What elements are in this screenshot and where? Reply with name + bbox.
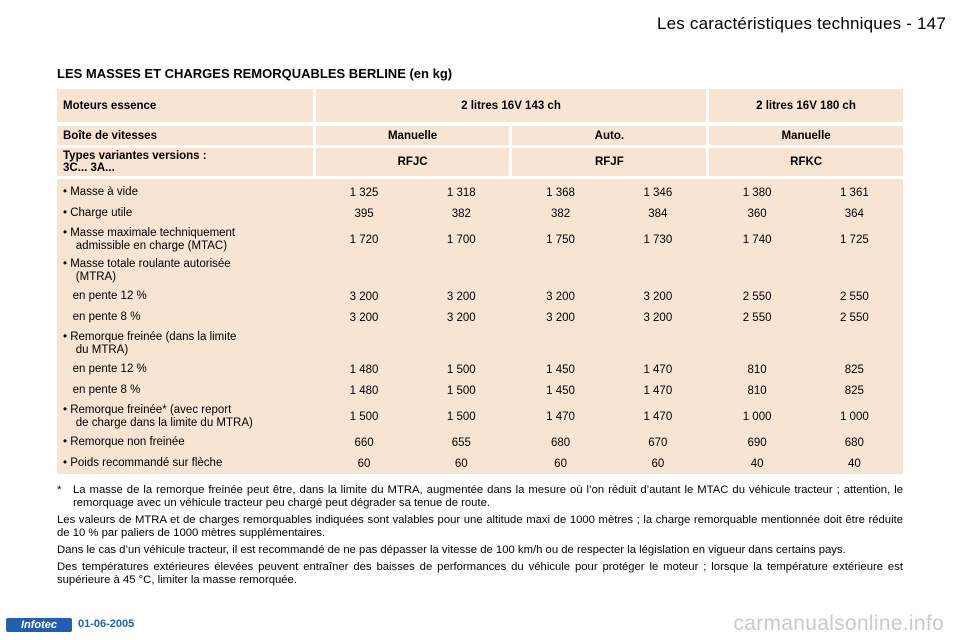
row-value: 1 470	[546, 410, 575, 423]
row-value	[512, 328, 609, 359]
table-row	[57, 453, 903, 474]
table-row	[57, 328, 903, 359]
page-header-title: Les caractéristiques techniques - 147	[656, 14, 946, 33]
row-value: 1 480	[349, 384, 379, 397]
gearbox-row	[57, 126, 903, 145]
footnote-p1: Les valeurs de MTRA et de charges remorquables indiquées sont valables pour une altitude maxi de 1000 mètres ; la charge remorquable mentionnée doit être réduite de 10 % par paliers de 1000 mètres supplémentaires.	[57, 514, 903, 539]
row-value: 1 500	[349, 410, 379, 423]
row-value: 670	[648, 436, 668, 449]
row-label: • Masse à vide	[63, 186, 138, 199]
row-value: 60	[357, 457, 371, 470]
row-value: 2 550	[742, 290, 772, 303]
row-value: 810	[747, 363, 767, 376]
row-label: en pente 12 %	[63, 363, 147, 376]
row-value: 395	[354, 207, 374, 220]
types-label-line-2: 3C... 3A...	[63, 162, 115, 174]
row-label: • Remorque freinée* (avec report de charge dans la limite du MTRA)	[63, 404, 253, 429]
row-value: 384	[648, 207, 668, 220]
row-value: 3 200	[643, 290, 673, 303]
row-value: 1 725	[839, 233, 869, 246]
row-value: 1 500	[446, 363, 476, 376]
type-3: RFKC	[709, 148, 903, 176]
row-value	[315, 255, 412, 286]
engine-label: Moteurs essence	[57, 89, 313, 122]
row-value: 1 500	[446, 384, 476, 397]
row-value	[413, 255, 510, 286]
row-value: 3 200	[349, 290, 379, 303]
table-row	[57, 359, 903, 380]
row-value: 825	[844, 384, 864, 397]
row-value: 360	[747, 207, 767, 220]
row-value: 382	[451, 207, 471, 220]
table-row	[57, 432, 903, 453]
row-value	[413, 328, 510, 359]
row-value	[315, 328, 412, 359]
type-1: RFJC	[316, 148, 510, 176]
types-label	[57, 148, 313, 176]
row-value: 60	[454, 457, 468, 470]
table-row	[57, 380, 903, 401]
row-value	[708, 328, 805, 359]
row-value	[806, 328, 903, 359]
row-value: 1 730	[643, 233, 673, 246]
engine-2: 2 litres 16V 180 ch	[709, 89, 903, 122]
row-label: en pente 12 %	[63, 290, 147, 303]
footnote-star-text: La masse de la remorque freinée peut être, dans la limite du MTRA, augmentée dans la mesure où l’on réduit d’autant le MTAC du véhicule tracteur ; attention, le remorquage avec un véhicule tracteur peu chargé peut dégrader sa tenue de route.	[73, 484, 903, 509]
footnote-star	[57, 484, 903, 510]
row-value: 382	[550, 207, 571, 220]
row-value: 1 000	[839, 410, 869, 423]
gearbox-1: Manuelle	[316, 126, 510, 145]
row-value	[806, 255, 903, 286]
row-value: 655	[451, 436, 471, 449]
watermark: carmanualsonline.info	[733, 612, 944, 635]
row-value	[609, 255, 706, 286]
row-value: 60	[554, 457, 567, 470]
table-row	[57, 255, 903, 286]
type-2: RFJF	[512, 148, 706, 176]
row-value: 1 346	[643, 186, 673, 199]
row-label: • Charge utile	[63, 207, 133, 220]
gearbox-label: Boîte de vitesses	[57, 126, 313, 145]
row-value: 364	[844, 207, 864, 220]
section-title: LES MASSES ET CHARGES REMORQUABLES BERLINE (en kg)	[57, 66, 453, 81]
row-value: 1 470	[643, 363, 673, 376]
row-value: 1 500	[446, 410, 476, 423]
row-value	[609, 328, 706, 359]
engine-1: 2 litres 16V 143 ch	[316, 89, 706, 122]
row-label: • Remorque non freinée	[63, 436, 185, 449]
row-value: 680	[844, 436, 864, 449]
table-row	[57, 182, 903, 203]
gearbox-3: Manuelle	[709, 126, 903, 145]
row-value: 3 200	[546, 290, 575, 303]
row-value: 1 380	[742, 186, 772, 199]
row-value	[708, 255, 805, 286]
row-value: 810	[747, 384, 767, 397]
row-value: 1 480	[349, 363, 379, 376]
row-value: 1 470	[643, 410, 673, 423]
row-value: 2 550	[839, 290, 869, 303]
footnote-p2: Dans le cas d’un véhicule tracteur, il est recommandé de ne pas dépasser la vitesse de 100 km/h ou de respecter la législation en vigueur dans certains pays.	[57, 544, 846, 556]
row-value: 680	[550, 436, 571, 449]
row-label: • Masse totale roulante autorisée (MTRA)	[63, 258, 231, 283]
row-value: 40	[750, 457, 764, 470]
footer-date: 01-06-2005	[78, 618, 135, 630]
row-value: 1 450	[546, 384, 575, 397]
types-label-line-1: Types variantes versions :	[63, 150, 207, 162]
row-label: • Remorque freinée (dans la limite du MTRA)	[63, 331, 237, 356]
row-label: • Poids recommandé sur flèche	[63, 457, 223, 470]
row-value: 1 700	[446, 233, 476, 246]
table-row	[57, 203, 903, 224]
row-value: 3 200	[643, 311, 673, 324]
table-row	[57, 286, 903, 307]
row-value: 1 000	[742, 410, 772, 423]
row-label: en pente 8 %	[63, 384, 141, 397]
towing-mass-table	[57, 89, 903, 474]
row-value: 2 550	[742, 311, 772, 324]
row-value: 1 318	[446, 186, 476, 199]
row-value: 40	[847, 457, 861, 470]
row-value: 1 720	[349, 233, 379, 246]
table-row	[57, 307, 903, 328]
row-value: 690	[747, 436, 767, 449]
footnote-star-mark: *	[57, 484, 62, 496]
row-value: 1 740	[742, 233, 772, 246]
footnotes	[57, 484, 903, 587]
gearbox-2: Auto.	[512, 126, 706, 145]
row-value: 2 550	[839, 311, 869, 324]
row-value: 660	[354, 436, 374, 449]
row-value: 825	[844, 363, 864, 376]
row-value: 60	[651, 457, 665, 470]
row-label: en pente 8 %	[63, 311, 141, 324]
infotec-logo: Infotec	[6, 618, 72, 632]
row-value: 1 325	[349, 186, 379, 199]
table-row	[57, 401, 903, 432]
row-label: • Masse maximale techniquement admissible en charge (MTAC)	[63, 227, 236, 252]
row-value: 3 200	[546, 311, 575, 324]
data-block	[57, 179, 903, 474]
footnote-p3: Des températures extérieures élevées peuvent entraîner des baisses de performances du véhicule pour protéger le moteur ; lorsque la température extérieure est supérieure à 45 °C, limiter la masse remorquée.	[57, 561, 903, 586]
row-value: 1 470	[643, 384, 673, 397]
row-value: 1 361	[839, 186, 869, 199]
engine-row	[57, 89, 903, 122]
row-value: 3 200	[446, 311, 476, 324]
types-row	[57, 148, 903, 176]
row-value: 1 368	[546, 186, 575, 199]
table-row	[57, 224, 903, 255]
row-value: 1 450	[546, 363, 575, 376]
row-value: 3 200	[446, 290, 476, 303]
row-value: 1 750	[546, 233, 575, 246]
row-value	[512, 255, 609, 286]
row-value: 3 200	[349, 311, 379, 324]
